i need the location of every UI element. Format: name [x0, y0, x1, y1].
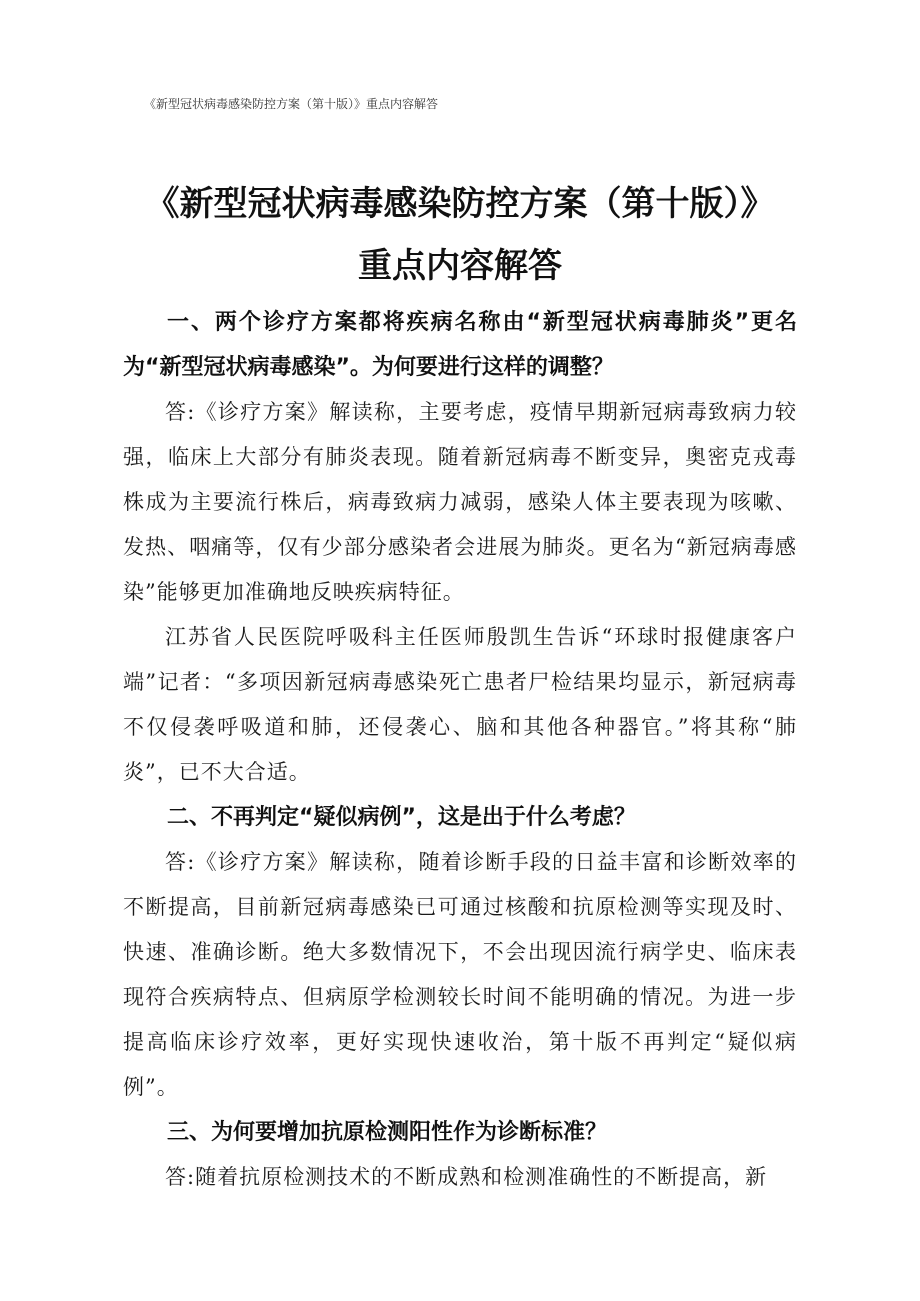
- section-1-answer: 答:《诊疗方案》解读称，主要考虑，疫情早期新冠病毒致病力较强，临床上大部分有肺炎表现。随着新冠病毒不断变异，奥密克戎毒株成为主要流行株后，病毒致病力减弱，感染人体主要表现为咳嗽、发热、咽痛等，仅有少部分感染者会进展为肺炎。更名为“新冠病毒感染”能够更加准确地反映疾病特征。: [123, 400, 797, 604]
- document-title-line-1: 《新型冠状病毒感染防控方案（第十版）》: [145, 184, 775, 224]
- section-2-question: 二、不再判定“疑似病例”，这是出于什么考虑？: [167, 805, 636, 830]
- document-body: [123, 300, 797, 1200]
- section-3-question: 三、为何要增加抗原检测阳性作为诊断标准？: [167, 1120, 608, 1145]
- section-3-answer: 答:随着抗原检测技术的不断成熟和检测准确性的不断提高，新: [165, 1165, 768, 1189]
- section-2-answer: 答:《诊疗方案》解读称，随着诊断手段的日益丰富和诊断效率的不断提高，目前新冠病毒感染已可通过核酸和抗原检测等实现及时、快速、准确诊断。绝大多数情况下，不会出现因流行病学史、临床表现符合疾病特点、但病原学检测较长时间不能明确的情况。为进一步提高临床诊疗效率，更好实现快速收治，第十版不再判定“疑似病例”。: [123, 850, 797, 1099]
- section-1-paragraph-2: 江苏省人民医院呼吸科主任医师殷凯生告诉“环球时报健康客户端”记者：“多项因新冠病毒感染死亡患者尸检结果均显示，新冠病毒不仅侵袭呼吸道和肺，还侵袭心、脑和其他各种器官。”将其称“肺炎”，已不大合适。: [123, 625, 797, 784]
- section-1-question: 一、两个诊疗方案都将疾病名称由“新型冠状病毒肺炎”更名为“新型冠状病毒感染”。为何要进行这样的调整？: [123, 310, 797, 380]
- running-header: 《新型冠状病毒感染防控方案（第十版）》重点内容解答: [144, 97, 439, 111]
- document-title-line-2: 重点内容解答: [358, 246, 562, 286]
